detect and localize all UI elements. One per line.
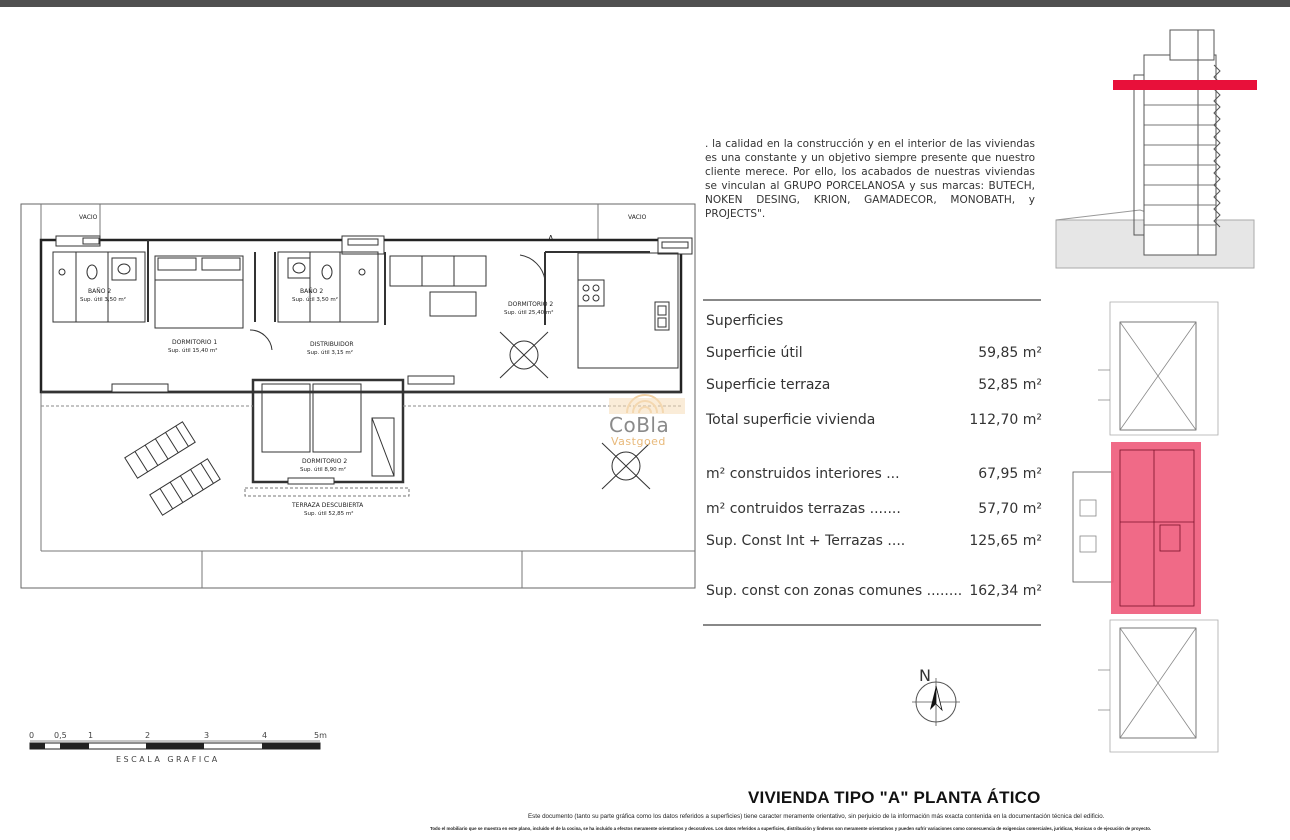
disclaimer-1: Este documento (tanto su parte gráfica como los datos referidos a superficies) tiene caracter meramente orientativo, sin perjuicio de la información más exacta contenida en la documentación técnica del edificio. (528, 813, 1105, 820)
row-total-superficie (706, 412, 1042, 432)
scale-label: ESCALA GRAFICA (116, 755, 220, 764)
marker-a: A (548, 234, 554, 243)
page-title: VIVIENDA TIPO "A" PLANTA ÁTICO (748, 788, 1041, 807)
row-construidos-terrazas (706, 501, 1042, 521)
row-value: 162,34 m² (969, 583, 1042, 599)
row-const-int-terrazas (706, 533, 1042, 553)
scale-tick-3: 3 (204, 731, 210, 740)
terraza-area: Sup. útil 52,85 m² (304, 511, 354, 517)
compass-n-label: N (919, 666, 931, 685)
row-const-zonas-comunes (706, 583, 1042, 603)
terraza-name: TERRAZA DESCUBIERTA (292, 502, 364, 509)
row-value: 57,70 m² (978, 501, 1042, 517)
dorm2a-name: DORMITORIO 2 (508, 301, 554, 308)
bano1-name: BAÑO 2 (88, 288, 112, 295)
dorm1-area: Sup. útil 15,40 m² (168, 348, 218, 354)
scale-tick-1: 1 (88, 731, 94, 740)
distrib-area: Sup. útil 3,15 m² (307, 350, 353, 356)
dorm1-name: DORMITORIO 1 (172, 339, 218, 346)
scale-tick-0: 0 (29, 731, 35, 740)
bano2-name: BAÑO 2 (300, 288, 324, 295)
floor-plan (0, 0, 700, 600)
dorm2a-area: Sup. útil 25,40 m² (504, 310, 554, 316)
scale-tick-5m: 5m (314, 731, 327, 740)
vacio-right-label: VACIO (628, 214, 647, 221)
logo-sub-text: Vastgoed (611, 435, 666, 448)
row-superficie-terraza (706, 377, 1042, 397)
site-plan (1068, 300, 1228, 755)
row-value: 112,70 m² (969, 412, 1042, 428)
dorm2b-area: Sup. útil 8,90 m² (300, 467, 346, 473)
scale-bar (28, 738, 328, 754)
scale-tick-05: 0,5 (54, 731, 67, 740)
intro-text: . la calidad en la construcción y en el interior de las viviendas es una constante y un objetivo siempre presente que nuestro cliente merece. Por ello, los acabados de nuestras viviendas se vinculan al GRUPO PORCELANOSA y sus marcas: BUTECH, NOKEN DESING, KRION, GAMADECOR, MONOBATH, y PROJECTS". (705, 138, 1035, 220)
scale-tick-4: 4 (262, 731, 268, 740)
cobla-logo (605, 395, 685, 455)
bano1-area: Sup. útil 3,50 m² (80, 297, 126, 303)
row-value: 125,65 m² (969, 533, 1042, 549)
dorm2b-name: DORMITORIO 2 (302, 458, 348, 465)
row-construidos-interiores (706, 466, 1042, 486)
row-label: Sup. Const Int + Terrazas .... (706, 533, 906, 549)
row-value: 59,85 m² (978, 345, 1042, 361)
building-section (1050, 25, 1260, 270)
row-label: m² construidos interiores ... (706, 466, 900, 482)
distrib-name: DISTRIBUIDOR (310, 341, 354, 348)
disclaimer-2: Todo el mobiliario que se muestra en este plano, incluido el de la cocina, se ha incluido a efectos meramente orientativos y decorativos. Los datos referidos a superficies, distribución y linderos son meramente orientativos y pueden sufrir variaciones como consecuencia de exigencias comerciales, jurídicas, técnicas o de ejecución de proyecto. (430, 826, 1152, 831)
row-label: Sup. const con zonas comunes ........ (706, 583, 963, 599)
rule-bottom (703, 624, 1041, 626)
row-label: m² contruidos terrazas ....... (706, 501, 901, 517)
scale-tick-2: 2 (145, 731, 151, 740)
row-superficie-util (706, 345, 1042, 365)
superficies-heading: Superficies (706, 313, 784, 329)
row-value: 67,95 m² (978, 466, 1042, 482)
vacio-left-label: VACIO (79, 214, 98, 221)
rule-top (703, 299, 1041, 301)
row-label: Superficie útil (706, 345, 803, 361)
row-value: 52,85 m² (978, 377, 1042, 393)
north-compass-icon (908, 664, 964, 734)
logo-main-text: CoBla (609, 413, 670, 437)
row-label: Total superficie vivienda (706, 412, 876, 428)
row-label: Superficie terraza (706, 377, 831, 393)
bano2-area: Sup. útil 3,50 m² (292, 297, 338, 303)
